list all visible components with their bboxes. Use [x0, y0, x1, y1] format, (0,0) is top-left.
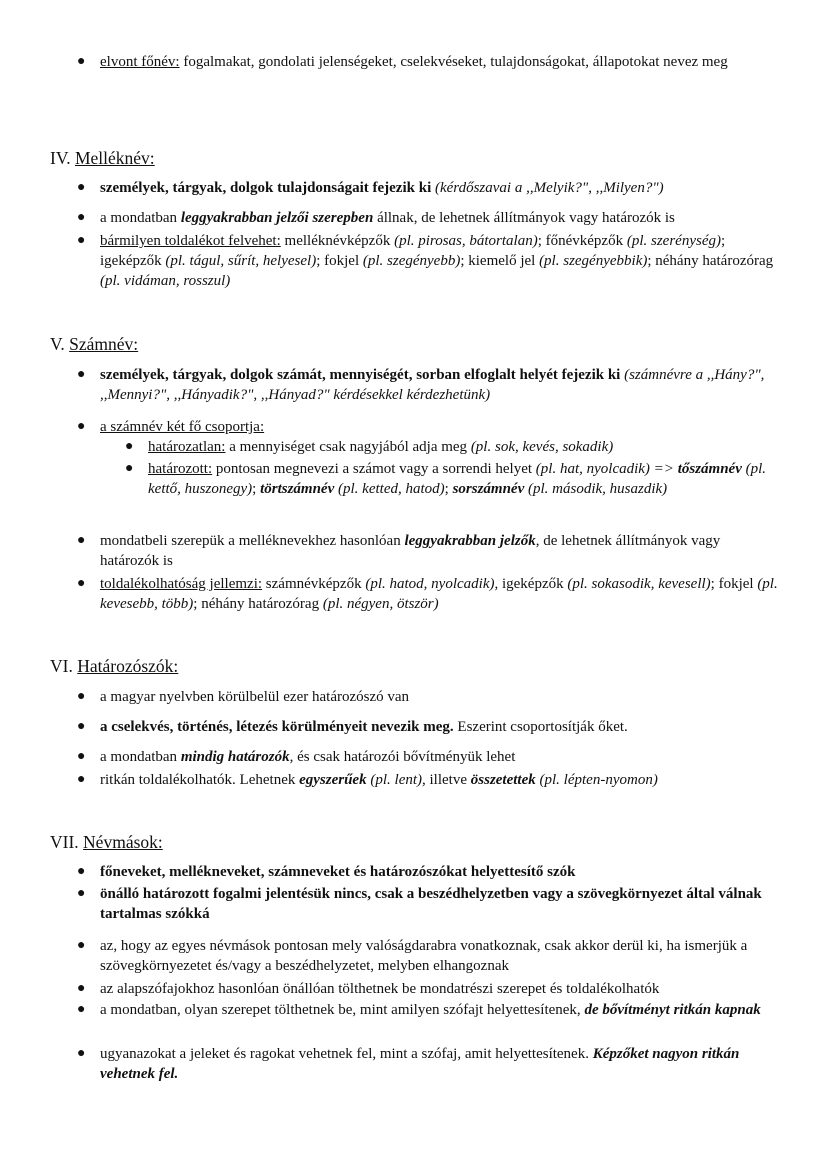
item-text: ; fokjel: [710, 576, 758, 592]
item-text: , igeképzők: [494, 576, 568, 592]
section-number: VII.: [50, 832, 84, 852]
item-text: , illetve: [422, 772, 471, 788]
item-note: (pl. sok, kevés, sokadik): [470, 439, 614, 455]
bullet-icon: ●: [77, 419, 86, 434]
list-item: [77, 231, 778, 291]
sub-list-item: [125, 459, 778, 499]
item-text: pontosan megnevezi a számot vagy a sorrendi helyet: [212, 461, 536, 477]
list-item: [77, 770, 778, 790]
item-note: (számnévre a ,,Hány?", ,,Mennyi?", ,,Hányadik?", ,,Hányad?" kérdésekkel kérdezhetünk): [100, 367, 765, 403]
list-item: [77, 531, 778, 571]
bullet-icon: ●: [77, 749, 86, 764]
bullet-icon: ●: [77, 689, 86, 704]
term-label: határozott:: [148, 461, 213, 477]
item-text: ;: [252, 481, 261, 497]
item-note: (pl. lent): [366, 772, 423, 788]
list-item: [77, 884, 778, 924]
bullet-icon: ●: [77, 180, 86, 195]
bullet-icon: ●: [77, 367, 86, 382]
item-note: (pl. vidáman, rosszul): [100, 273, 231, 289]
item-emphasis: leggyakrabban jelzők: [404, 533, 536, 549]
item-note: (pl. tágul, sűrít, helyesel): [165, 253, 317, 269]
list-item: [77, 208, 778, 228]
bullet-icon: ●: [77, 864, 86, 879]
item-emphasis: sorszámnév: [452, 481, 525, 497]
item-note: (pl. pirosas, bátortalan): [394, 233, 538, 249]
list-item: [77, 52, 778, 72]
section-number: IV.: [50, 148, 75, 168]
item-emphasis: de bővítményt ritkán kapnak: [584, 1002, 761, 1018]
section-number: V.: [50, 334, 70, 354]
item-text: személyek, tárgyak, dolgok tulajdonságait fejezik ki: [100, 180, 432, 196]
bullet-icon: ●: [77, 719, 86, 734]
item-text: melléknévképzők: [280, 233, 395, 249]
item-note: (pl. kettő, huszonegy): [148, 461, 767, 497]
item-note: (pl. sokasodik, kevesell): [567, 576, 711, 592]
term-label: toldalékolhatóság jellemzi:: [100, 576, 263, 592]
item-text: a mondatban: [100, 749, 181, 765]
section-title: Számnév:: [69, 334, 139, 354]
item-text: ritkán toldalékolhatók. Lehetnek: [100, 772, 300, 788]
list-item: [77, 936, 778, 976]
item-text: számnévképzők: [262, 576, 366, 592]
item-text: , és csak határozói bővítményük lehet: [289, 749, 516, 765]
term-label: bármilyen toldalékot felvehet:: [100, 233, 281, 249]
bullet-icon: ●: [77, 1002, 86, 1017]
item-text: ; kiemelő jel: [460, 253, 540, 269]
item-note: (pl. szegényebbik): [539, 253, 648, 269]
bullet-icon: ●: [77, 981, 86, 996]
term-label: határozatlan:: [148, 439, 226, 455]
item-note: (pl. szegényebb): [362, 253, 461, 269]
list-item: [77, 1000, 778, 1020]
bullet-icon: ●: [125, 439, 134, 454]
item-text: mondatbeli szerepük a melléknevekhez hasonlóan: [100, 533, 405, 549]
list-item: [77, 178, 778, 198]
bullet-icon: ●: [77, 54, 86, 69]
item-note: (kérdőszavai a ,,Melyik?", ,,Milyen?"): [435, 180, 664, 196]
item-text: a mondatban: [100, 210, 181, 226]
section-heading-vi: [50, 655, 178, 677]
section-heading-v: [50, 333, 138, 355]
list-item: [77, 747, 778, 767]
item-text: a mennyiséget csak nagyjából adja meg: [225, 439, 471, 455]
item-note: (pl. második, husazdik): [524, 481, 668, 497]
list-item: [77, 365, 778, 405]
section-title: Határozószók:: [77, 656, 179, 676]
section-title: Névmások:: [83, 832, 163, 852]
item-text: az alapszófajokhoz hasonlóan önállóan tölthetnek be mondatrészi szerepet és toldalékolhatók: [100, 981, 660, 997]
section-number: VI.: [50, 656, 78, 676]
item-emphasis: Képzőket nagyon ritkán vehetnek fel.: [100, 1046, 740, 1082]
item-emphasis: a cselekvés, történés, létezés körülményeit nevezik meg.: [100, 719, 454, 735]
item-note: (pl. ketted, hatod): [334, 481, 445, 497]
sub-list-item: [125, 437, 778, 457]
term-label: elvont főnév:: [100, 54, 180, 70]
list-item: [77, 979, 778, 999]
item-text: ; fokjel: [316, 253, 363, 269]
item-text: állnak, de lehetnek állítmányok vagy határozók is: [373, 210, 675, 226]
item-emphasis: mindig határozók: [180, 749, 290, 765]
item-note: (pl. kevesebb, több): [100, 576, 778, 612]
item-emphasis: összetettek: [470, 772, 536, 788]
item-text: Eszerint csoportosítják őket.: [453, 719, 628, 735]
item-emphasis: egyszerűek: [299, 772, 367, 788]
item-text: ; igeképzők: [100, 233, 726, 269]
item-text: a mondatban, olyan szerepet tölthetnek be, mint amilyen szófajt helyettesítenek,: [100, 1002, 585, 1018]
list-item: [77, 1044, 778, 1084]
item-text: személyek, tárgyak, dolgok számát, mennyiségét, sorban elfoglalt helyét fejezik ki: [100, 367, 621, 383]
list-item: [77, 574, 778, 614]
item-text: ; néhány határozórag: [193, 596, 323, 612]
bullet-icon: ●: [125, 461, 134, 476]
item-text: ; főnévképzők: [537, 233, 627, 249]
item-emphasis: önálló határozott fogalmi jelentésük nincs, csak a beszédhelyzetben vagy a szövegkörnyezet által válnak tartalmas szókká: [100, 886, 762, 922]
item-text: ; néhány határozórag: [647, 253, 774, 269]
item-emphasis: leggyakrabban jelzői szerepben: [180, 210, 374, 226]
item-text: fogalmakat, gondolati jelenségeket, cselekvéseket, tulajdonságokat, állapotokat nevez meg: [179, 54, 728, 70]
list-item: [77, 862, 778, 882]
bullet-icon: ●: [77, 576, 86, 591]
section-heading-iv: [50, 147, 155, 169]
bullet-icon: ●: [77, 772, 86, 787]
item-emphasis: tőszámnév: [677, 461, 742, 477]
bullet-icon: ●: [77, 938, 86, 953]
item-text: a magyar nyelvben körülbelül ezer határozószó van: [100, 689, 410, 705]
item-note: (pl. lépten-nyomon): [535, 772, 658, 788]
section-heading-vii: [50, 831, 163, 853]
item-text: az, hogy az egyes névmások pontosan mely valóságdarabra vonatkoznak, csak akkor derül ki, ha ismerjük a szövegkörnyezetet és/vagy a beszédhelyzetet, melyben elhangoznak: [100, 938, 748, 974]
list-item: [77, 717, 778, 737]
item-text: ugyanazokat a jeleket és ragokat vehetnek fel, mint a szófaj, amit helyettesítenek.: [100, 1046, 593, 1062]
item-emphasis: főneveket, mellékneveket, számneveket és határozószókat helyettesítő szók: [100, 864, 576, 880]
list-item: [77, 417, 778, 437]
item-text: , de lehetnek állítmányok vagy határozók is: [100, 533, 721, 569]
item-note: (pl. négyen, ötször): [322, 596, 439, 612]
bullet-icon: ●: [77, 233, 86, 248]
bullet-icon: ●: [77, 533, 86, 548]
term-label: a számnév két fő csoportja:: [100, 419, 265, 435]
item-emphasis: törtszámnév: [260, 481, 335, 497]
section-title: Melléknév:: [74, 148, 155, 168]
item-note: (pl. szerénység): [626, 233, 721, 249]
item-note: (pl. hat, nyolcadik) =>: [535, 461, 674, 477]
bullet-icon: ●: [77, 1046, 86, 1061]
item-text: ;: [444, 481, 453, 497]
list-item: [77, 687, 778, 707]
bullet-icon: ●: [77, 210, 86, 225]
bullet-icon: ●: [77, 886, 86, 901]
item-note: (pl. hatod, nyolcadik): [365, 576, 495, 592]
